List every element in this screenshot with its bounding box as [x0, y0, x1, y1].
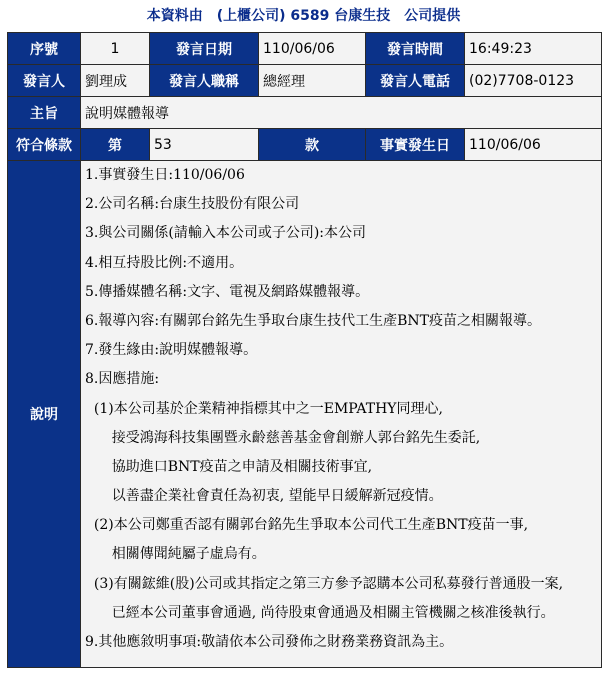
table-row — [8, 161, 602, 668]
seq-value: 1 — [81, 33, 150, 65]
speaker-label: 發言人 — [8, 65, 81, 97]
description-line: 6.報導內容:有關郭台銘先生爭取台康生技代工生產BNT疫苗之相關報導。 — [85, 312, 541, 329]
fact-date-value: 110/06/06 — [465, 129, 602, 161]
description-label: 說明 — [8, 161, 81, 668]
subject-value: 說明媒體報導 — [81, 97, 602, 129]
item-value: 53 — [150, 129, 259, 161]
description-line: 2.公司名稱:台康生技股份有限公司 — [85, 196, 300, 213]
announcement-table — [7, 32, 602, 668]
description-line: 相關傳聞純屬子虛烏有。 — [85, 546, 266, 563]
description-line: 5.傳播媒體名稱:文字、電視及網路媒體報導。 — [85, 283, 370, 300]
table-row — [8, 65, 602, 97]
time-value: 16:49:23 — [465, 33, 602, 65]
time-label: 發言時間 — [366, 33, 465, 65]
description-line: 4.相互持股比例:不適用。 — [85, 254, 244, 271]
item-label: 第 — [81, 129, 150, 161]
section-label: 款 — [259, 129, 366, 161]
speaker-title-value: 總經理 — [259, 65, 366, 97]
date-label: 發言日期 — [150, 33, 259, 65]
phone-value: (02)7708-0123 — [465, 65, 602, 97]
phone-label: 發言人電話 — [366, 65, 465, 97]
description-content — [81, 161, 602, 668]
description-line: (2)本公司鄭重否認有關郭台銘先生爭取本公司代工生產BNT疫苗一事, — [85, 517, 529, 534]
description-line: 7.發生緣由:說明媒體報導。 — [85, 342, 258, 359]
date-value: 110/06/06 — [259, 33, 366, 65]
speaker-value: 劉理成 — [81, 65, 150, 97]
description-line: 8.因應措施: — [85, 371, 160, 388]
description-line: 1.事實發生日:110/06/06 — [85, 167, 245, 183]
description-line: 已經本公司董事會通過, 尚待股東會通過及相關主管機關之核准後執行。 — [85, 604, 555, 621]
description-line: 3.與公司關係(請輸入本公司或子公司):本公司 — [85, 225, 366, 242]
table-row — [8, 97, 602, 129]
subject-label: 主旨 — [8, 97, 81, 129]
description-line: 以善盡企業社會責任為初衷, 望能早日緩解新冠疫情。 — [85, 488, 443, 505]
clause-label: 符合條款 — [8, 129, 81, 161]
seq-label: 序號 — [8, 33, 81, 65]
table-row — [8, 33, 602, 65]
page-title: 本資料由 (上櫃公司) 6589 台康生技 公司提供 — [146, 8, 461, 24]
description-line: 接受鴻海科技集團暨永齡慈善基金會創辦人郭台銘先生委託, — [85, 429, 481, 446]
speaker-title-label: 發言人職稱 — [150, 65, 259, 97]
description-line: 協助進口BNT疫苗之申請及相關技術事宜, — [85, 458, 373, 475]
description-line: (1)本公司基於企業精神指標其中之一EMPATHY同理心, — [85, 400, 444, 417]
table-row — [8, 129, 602, 161]
description-line: (3)有關鋐維(股)公司或其指定之第三方參予認購本公司私募發行普通股一案, — [85, 575, 564, 592]
description-line: 9.其他應敘明事項:敬請依本公司發佈之財務業務資訊為主。 — [85, 634, 454, 650]
fact-date-label: 事實發生日 — [366, 129, 465, 161]
